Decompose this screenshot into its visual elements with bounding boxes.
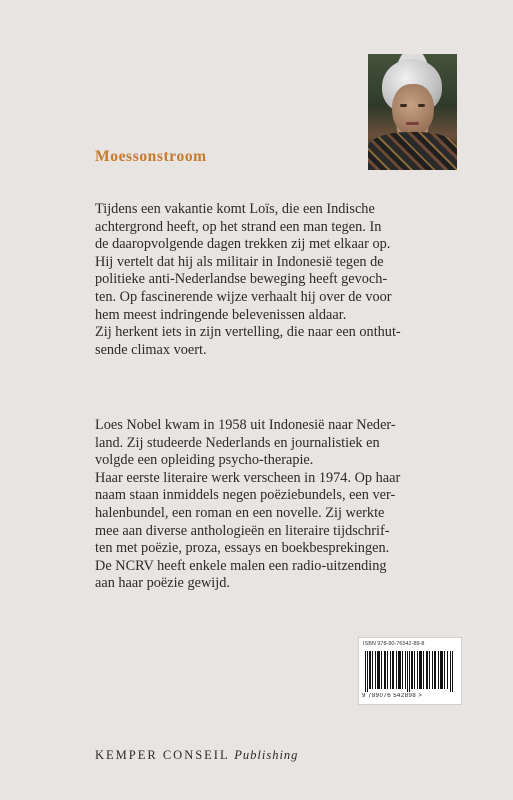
blurb-line: Zij herkent iets in zijn vertelling, die naar een onthut-: [95, 324, 401, 341]
bio-line: De NCRV heeft enkele malen een radio-uitzending: [95, 557, 387, 574]
author-photo-face: [392, 84, 434, 136]
series-title: Moessonstroom: [95, 148, 207, 165]
barcode-digits: 9 789076 542898 >: [362, 693, 423, 699]
publisher-name: KEMPER CONSEIL: [95, 748, 230, 762]
publisher-imprint: [95, 748, 298, 763]
bio-line: halenbundel, een roman en een novelle. Zij werkte: [95, 504, 385, 521]
author-photo-shirt: [368, 132, 457, 170]
bio-line: Loes Nobel kwam in 1958 uit Indonesië naar Neder-: [95, 417, 396, 433]
isbn-label: ISBN 978-90-76542-89-8: [363, 641, 425, 647]
bio-line: aan haar poëzie gewijd.: [95, 575, 230, 592]
author-photo-mouth: [406, 122, 419, 125]
author-photo-eye-left: [400, 104, 407, 107]
blurb-line: de daaropvolgende dagen trekken zij met elkaar op.: [95, 236, 391, 253]
blurb-line: hem meest indringende belevenissen aldaar.: [95, 306, 347, 323]
bio-line: mee aan diverse anthologieën en literaire tijdschrif-: [95, 522, 390, 539]
author-photo: [368, 54, 457, 170]
bio-line: Haar eerste literaire werk verscheen in 1974. Op haar: [95, 469, 401, 486]
barcode-box: [358, 637, 462, 705]
blurb-line: achtergrond heeft, op het strand een man tegen. In: [95, 218, 382, 235]
bio-line: land. Zij studeerde Nederlands en journalistiek en: [95, 434, 380, 451]
blurb-line: Tijdens een vakantie komt Loïs, die een Indische: [95, 201, 375, 217]
publisher-suffix: Publishing: [234, 748, 299, 762]
author-photo-eye-right: [418, 104, 425, 107]
bio-line: ten met poëzie, proza, essays en boekbesprekingen.: [95, 540, 390, 557]
blurb-line: politieke anti-Nederlandse beweging heeft gevoch-: [95, 271, 388, 288]
blurb-line: Hij vertelt dat hij als militair in Indonesië tegen de: [95, 253, 384, 270]
blurb-line: sende climax voert.: [95, 341, 207, 358]
author-bio-paragraph: [95, 417, 461, 593]
bio-line: naam staan inmiddels negen poëziebundels, een ver-: [95, 487, 396, 504]
bio-line: volgde een opleiding psycho-therapie.: [95, 452, 314, 469]
blurb-paragraph: [95, 201, 461, 359]
barcode-icon: [365, 651, 455, 692]
blurb-line: ten. Op fascinerende wijze verhaalt hij over de voor: [95, 288, 392, 305]
